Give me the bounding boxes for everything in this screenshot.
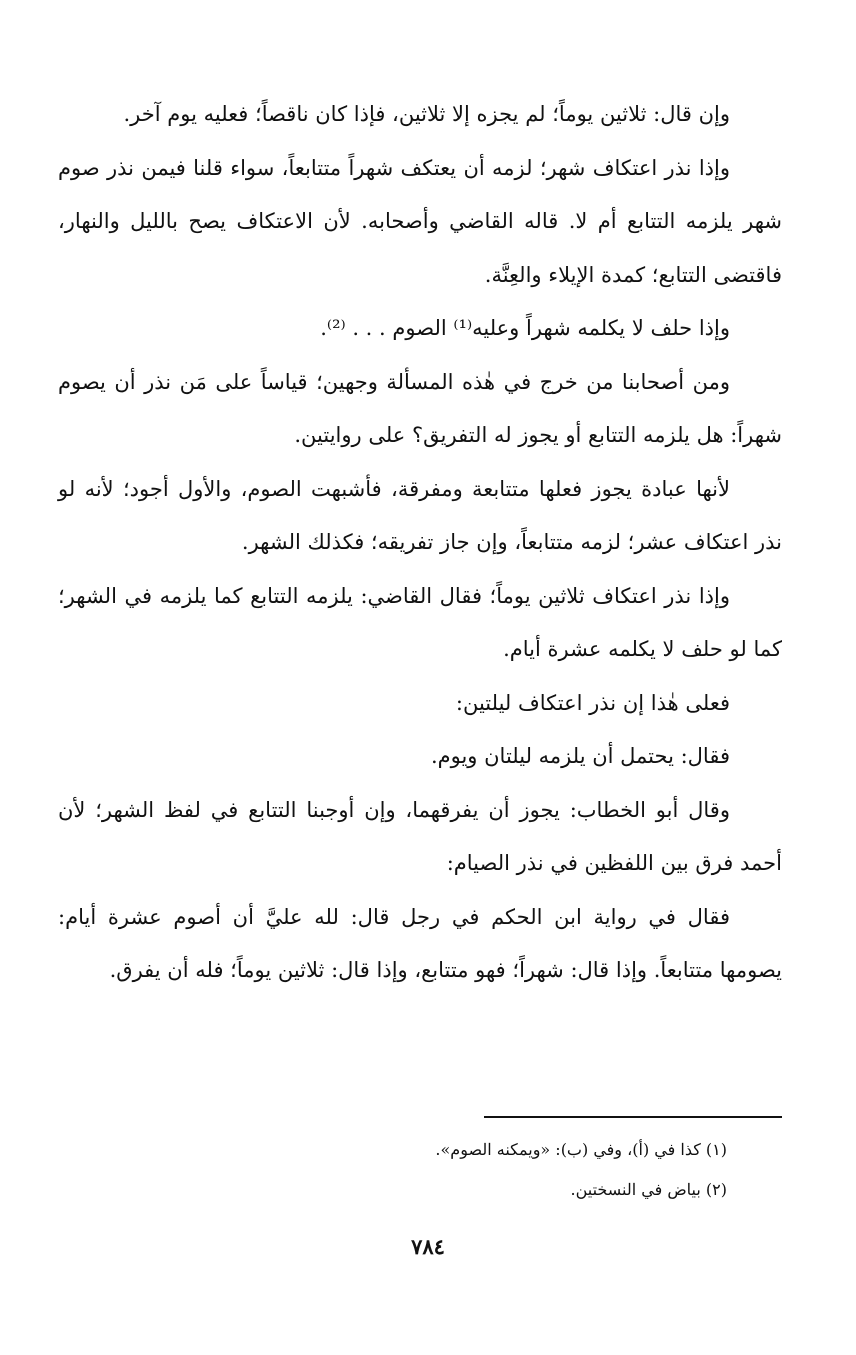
footnote-divider	[484, 1116, 782, 1118]
footnote: (١) كذا في (أ)، وفي (ب): «ويمكنه الصوم».	[435, 1140, 727, 1159]
paragraph: لأنها عبادة يجوز فعلها متتابعة ومفرقة، فأشبهت الصوم، والأول أجود؛ لأنه لو نذر اعتكاف عشر؛ لزمه متتابعاً، وإن جاز تفريقه؛ فكذلك الشهر.	[58, 476, 782, 554]
paragraph: ومن أصحابنا من خرج في هٰذه المسألة وجهين؛ قياساً على مَن نذر أن يصوم شهراً: هل يلزمه التتابع أو يجوز له التفريق؟ على روايتين.	[58, 369, 782, 447]
paragraph: فقال: يحتمل أن يلزمه ليلتان ويوم.	[430, 744, 730, 768]
page-number: ٧٨٤	[411, 1234, 445, 1259]
main-text	[58, 88, 782, 998]
paragraph: وإذا نذر اعتكاف شهر؛ لزمه أن يعتكف شهراً متتابعاً، سواء قلنا فيمن نذر صوم شهر يلزمه التتابع أم لا. قاله القاضي وأصحابه. لأن الاعتكاف يصح بالليل والنهار، فاقتضى التتابع؛ كمدة الإيلاء والعِنَّة.	[58, 155, 782, 287]
paragraph: وقال أبو الخطاب: يجوز أن يفرقهما، وإن أوجبنا التتابع في لفظ الشهر؛ لأن أحمد فرق بين اللفظين في نذر الصيام:	[58, 797, 782, 875]
footnote: (٢) بياض في النسختين.	[570, 1180, 727, 1199]
footnotes	[300, 1130, 727, 1210]
paragraph: وإن قال: ثلاثين يوماً؛ لم يجزه إلا ثلاثين، فإذا كان ناقصاً؛ فعليه يوم آخر.	[123, 102, 730, 126]
paragraph: وإذا حلف لا يكلمه شهراً وعليه⁽¹⁾ الصوم . . . ⁽²⁾.	[320, 316, 730, 340]
paragraph: وإذا نذر اعتكاف ثلاثين يوماً؛ فقال القاضي: يلزمه التتابع كما يلزمه في الشهر؛ كما لو حلف لا يكلمه عشرة أيام.	[58, 583, 782, 661]
paragraph: فعلى هٰذا إن نذر اعتكاف ليلتين:	[455, 690, 730, 715]
paragraph: فقال في رواية ابن الحكم في رجل قال: لله عليَّ أن أصوم عشرة أيام: يصومها متتابعاً. وإذا قال: شهراً؛ فهو متتابع، وإذا قال: ثلاثين يوماً؛ فله أن يفرق.	[58, 904, 782, 982]
